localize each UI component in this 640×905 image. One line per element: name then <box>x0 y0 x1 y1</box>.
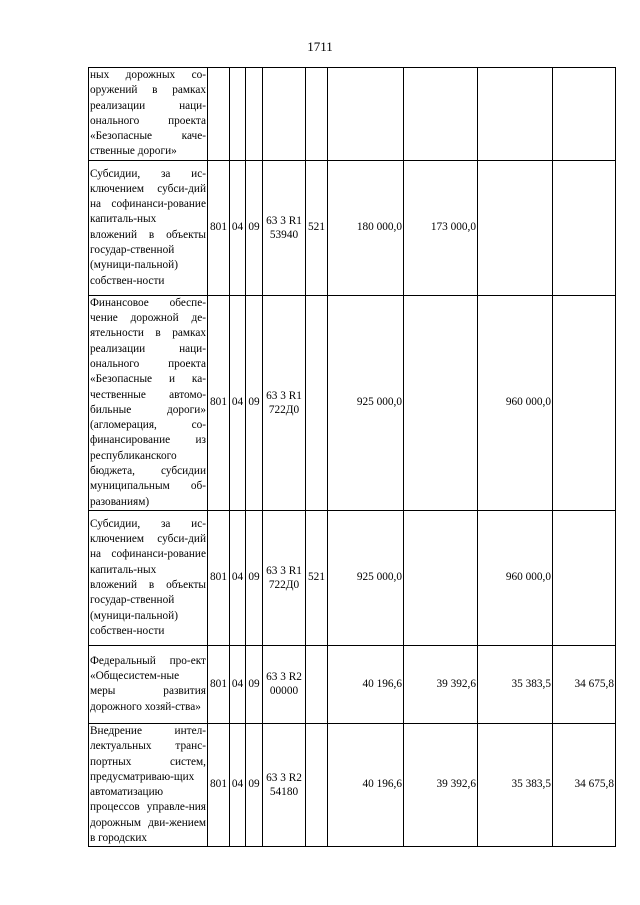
amount-2: 39 392,6 <box>404 645 478 723</box>
amount-4: 34 675,8 <box>553 723 616 846</box>
amount-4 <box>553 160 616 295</box>
section-code <box>230 68 246 161</box>
target-article-code: 63 3 R1 722Д0 <box>263 295 306 510</box>
target-article-code <box>263 68 306 161</box>
expense-type-code <box>306 68 328 161</box>
amount-3: 35 383,5 <box>478 723 553 846</box>
amount-1: 925 000,0 <box>328 510 404 645</box>
target-article-code: 63 3 R2 00000 <box>263 645 306 723</box>
row-name: Федеральный про-ект «Общесистем-ные меры развития дорожного хозяй-ства» <box>89 645 208 723</box>
expense-type-code <box>306 723 328 846</box>
amount-3: 35 383,5 <box>478 645 553 723</box>
amount-4 <box>553 68 616 161</box>
subsection-code: 09 <box>246 723 263 846</box>
section-code: 04 <box>230 295 246 510</box>
amount-4: 34 675,8 <box>553 645 616 723</box>
amount-3 <box>478 160 553 295</box>
table-row <box>89 723 616 846</box>
grbs-code: 801 <box>208 723 230 846</box>
target-article-code: 63 3 R1 722Д0 <box>263 510 306 645</box>
row-name: Субсидии, за ис-ключением субси-дий на софинанси-рование капиталь-ных вложений в объекты государ-ственной (муници-пальной) собствен-ности <box>89 160 208 295</box>
amount-1 <box>328 68 404 161</box>
grbs-code: 801 <box>208 295 230 510</box>
table-row <box>89 645 616 723</box>
table-row <box>89 160 616 295</box>
target-article-code: 63 3 R2 54180 <box>263 723 306 846</box>
grbs-code <box>208 68 230 161</box>
page-number: 1711 <box>307 39 333 54</box>
expense-type-code: 521 <box>306 510 328 645</box>
target-article-code: 63 3 R1 53940 <box>263 160 306 295</box>
amount-4 <box>553 510 616 645</box>
row-name: Финансовое обеспе-чение дорожной де-ятельности в рамках реализации наци-онального проекта «Безопасные и ка-чественные автомо-бильные дороги» (агломерация, со-финансирование из республиканского бюджета, субсидии муниципальным об-разованиям) <box>89 295 208 510</box>
amount-1: 40 196,6 <box>328 645 404 723</box>
grbs-code: 801 <box>208 510 230 645</box>
table-row <box>89 510 616 645</box>
amount-1: 180 000,0 <box>328 160 404 295</box>
amount-3 <box>478 68 553 161</box>
subsection-code: 09 <box>246 645 263 723</box>
section-code: 04 <box>230 723 246 846</box>
section-code: 04 <box>230 510 246 645</box>
subsection-code: 09 <box>246 295 263 510</box>
amount-2 <box>404 510 478 645</box>
grbs-code: 801 <box>208 160 230 295</box>
amount-2 <box>404 295 478 510</box>
row-name: Субсидии, за ис-ключением субси-дий на софинанси-рование капиталь-ных вложений в объекты государ-ственной (муници-пальной) собствен-ности <box>89 510 208 645</box>
section-code: 04 <box>230 645 246 723</box>
amount-3: 960 000,0 <box>478 510 553 645</box>
amount-2: 39 392,6 <box>404 723 478 846</box>
amount-1: 925 000,0 <box>328 295 404 510</box>
table-row <box>89 68 616 161</box>
amount-3: 960 000,0 <box>478 295 553 510</box>
expense-type-code <box>306 645 328 723</box>
amount-2 <box>404 68 478 161</box>
grbs-code: 801 <box>208 645 230 723</box>
amount-2: 173 000,0 <box>404 160 478 295</box>
expense-type-code: 521 <box>306 160 328 295</box>
table-row <box>89 295 616 510</box>
section-code: 04 <box>230 160 246 295</box>
amount-1: 40 196,6 <box>328 723 404 846</box>
budget-table <box>88 67 616 847</box>
subsection-code <box>246 68 263 161</box>
row-name: ных дорожных со-оружений в рамках реализации наци-онального проекта «Безопасные каче-ственные дороги» <box>89 68 208 161</box>
row-name: Внедрение интел-лектуальных транс-портных систем, предусматриваю-щих автоматизацию процессов управле-ния дорожным дви-жением в городских <box>89 723 208 846</box>
expense-type-code <box>306 295 328 510</box>
subsection-code: 09 <box>246 160 263 295</box>
amount-4 <box>553 295 616 510</box>
subsection-code: 09 <box>246 510 263 645</box>
